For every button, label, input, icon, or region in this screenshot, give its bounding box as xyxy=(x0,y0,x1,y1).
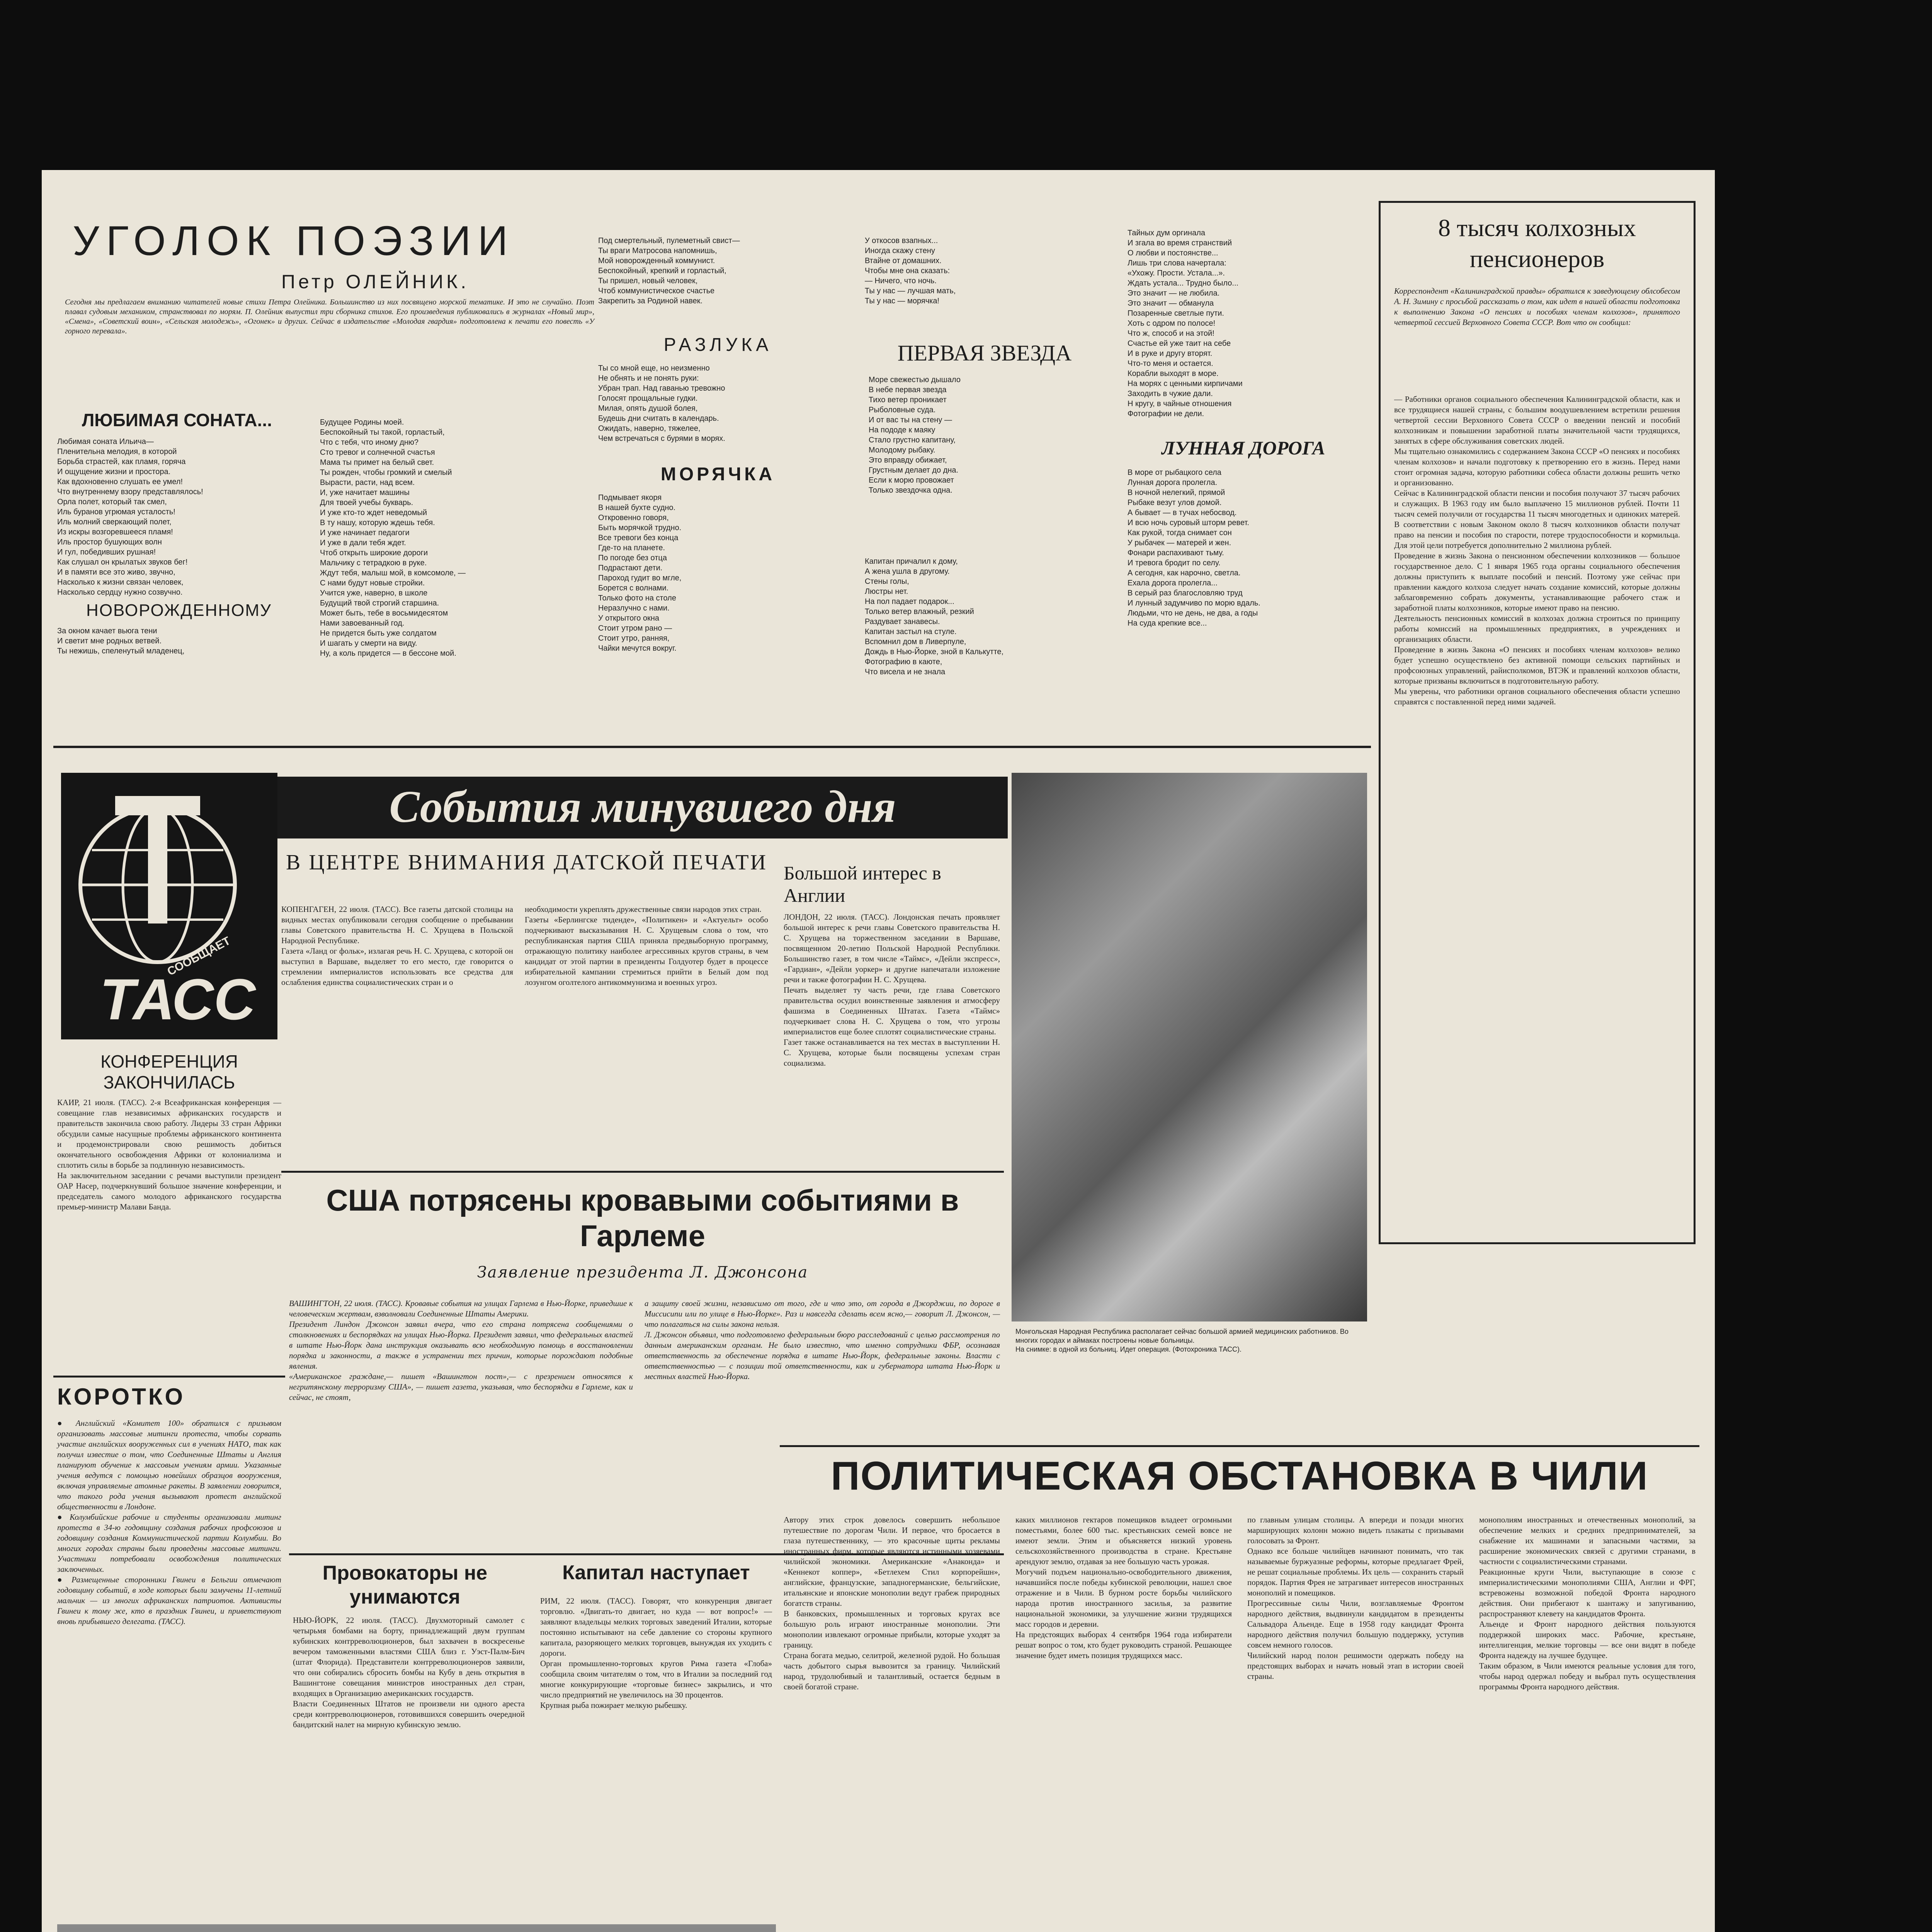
pensioners-title: 8 тысяч колхозных пенсионеров xyxy=(1438,214,1636,272)
poem3-text: Будущее Родины моей. Беспокойный ты такой, горластый, Что с тебя, что иному дню? Сто тревог и солнечной счастья Мама ты примет на белый свет. Ты рожден, чтобы громкий и смелый Вырасти, расти, над всем. И, уже начитает машины Для твоей учебы букварь. И уже кто-то ждет неведомый В ту нашу, которую ждешь тебя. И уже начинает педагоги И уже в дали тебя ждет. Чтоб открыть широкие дороги Мальчику с тетрадкою в руке. Ждут тебя, малыш мой, в комсомоле, — С нами будут новые стройки. Учится уже, наверно, в школе Будущий твой строгий старшина. Может быть, тебе в восьмидесятом Нами завоеванный год. Не придется быть уже солдатом И шагать у смерти на виду. Ну, а коль придется — в бессоне мой. xyxy=(320,418,466,658)
chile-col2: каких миллионов гектаров помещиков владеет огромными поместьями, более 600 тыс. крестьянских семей вовсе не имеют земли. Этим и объясняется низкий уровень сельскохозяйственного производства в стране. Крестьяне арендуют землю, отдавая за нее большую часть урожая. Могучий подъем национально-освободительного движения, начавшийся после победы кубинской революции, нашел свое отражение и в Чили. В бурном росте борьбы чилийского народа против иностранного засилья, за развитие национальной экономики, за улучшение жизни трудящихся масс городов и деревни. На предстоящих выборах 4 сентября 1964 года избиратели решат вопрос о том, кто будет руководить страной. Решающее значение будет иметь позиция трудящихся масс. xyxy=(1015,1515,1232,1660)
chile-col1: Автору этих строк довелось совершить небольшое путешествие по дорогам Чили. И первое, что бросается в глаза путешественнику, — это красочные щиты рекламы иностранных фирм, которые являются истинными хозяевами чилийской экономики. Американские «Анаконда» и «Кеннекот коппер», «Бетлехем Стил корпорейшн», английские, французские, западногерманские, бельгийские, итальянские и японские монополии ведут грабеж природных богатств страны. В банковских, промышленных и торговых кругах все большую роль играют иностранные монополии. Эти монополии извлекают огромные прибыли, которые уходят за границу. Страна богата медью, селитрой, железной рудой. Но большая часть добытого сырья вывозится за границу. Чилийский народ, трудолюбивый и талантливый, остается бедным в своей богатой стране. xyxy=(784,1515,1000,1691)
pensioners-body: — Работники органов социального обеспечения Калининградской области, как и все трудящиеся нашей страны, с большим воодушевлением встретили решения четвертой сессии Верховного Совета СССР о введении пенсий и пособий колхозникам и повышении заработной платы значительной части трудящихся, занятых в сфере обслуживания советских людей. Мы тщательно ознакомились с содержанием Закона СССР «О пенсиях и пособиях членам колхозов» и начали подготовку к претворению его в жизнь. Перед нами стоит огромная задача, которую работники собеса области должны решить четко и организованно. Сейчас в Калининградской области пенсии и пособия получают 37 тысяч рабочих и служащих. В 1963 году им было выплачено 15 миллионов рублей. Почти 11 тысяч семей получили от государства 11 тысяч многодетных и одиноких матерей. В соответствии с новым Законом около 8 тысяч колхозников области получат право на пенсии и пособия по старости, потере трудоспособности и кормильца. Для этой цели потребуется дополнительно 2 миллиона рублей. Проведение в жизнь Закона о пенсионном обеспечении колхозников — большое государственное дело. С 1 января 1965 года органы социального обеспечения должны приступить к выплате пособий и пенсий. Поэтому уже сейчас при правлении каждого колхоза следует начать создание комиссий, которые должны заблаговременно собрать документы, устанавливающие рабочего стаж и заработной платы колхозников, которые имеют право на пенсию. Деятельность пенсионных комиссий в колхозах должна строиться по принципу работы комиссий на промышленных предприятиях, в учреждениях и организациях области. Проведение в жизнь Закона «О пенсиях и пособиях членам колхозов» велико будет успешно осуществлено без активной помощи сельских партийных и профсоюзных управлений, райисполкомов, ВТЭК и правлений колхозов области, которые призваны включиться в подготовительную работу. Мы уверены, что работники органов социального обеспечения области успешно справятся с поставленной перед ними задачей. xyxy=(1394,395,1680,706)
events-banner-text: События минувшего дня xyxy=(389,781,896,832)
poetry-title: УГОЛОК ПОЭЗИИ xyxy=(73,217,515,264)
poetry-author: Петр ОЛЕЙНИК. xyxy=(281,271,469,293)
britain-body: ЛОНДОН, 22 июля. (ТАСС). Лондонская печать проявляет большой интерес к речи главы Советского правительства Н. С. Хрущева на торжественном заседании в Варшаве, посвященном 20-летию Польской Народной Республики. Большинство газет, в том числе «Таймс», «Дейли экспресс», «Гардиан», «Дейли уоркер» и другие напечатали изложение речи и также фотографии Н. С. Хрущева. Печать выделяет ту часть речи, где глава Советского правительства осудил воинственные заявления и атмосферу фашизма в Соединенных Штатах. Газета «Таймс» подчеркивает слова Н. С. Хрущева о том, что угрозы империалистов еще более сплотят социалистические страны. Газет также останавливается на тех местах в выступлении Н. С. Хрущева, которые были посвящены успехам стран социализма. xyxy=(784,912,1000,1068)
capital-title: Капитал наступает xyxy=(562,1561,750,1584)
poem2-text: За окном качает вьюга тени И светит мне родных ветвей. Ты нежишь, спеленутый младенец, xyxy=(57,627,185,655)
capital-body: РИМ, 22 июля. (ТАСС). Говорят, что конкуренция двигает торговлю. «Двигать-то двигает, но куда — вот вопрос!» — заявляют владельцы мелких торговых заведений Италии, которые постоянно испытывают на себе давление со стороны крупного капитала, разоряющего мелких торговцев, вынуждая их уходить с дороги. Орган промышленно-торговых кругов Рима газета «Глоба» сообщила своим читателям о том, что в Италии за последний год многие конкурирующие «торговые бизнес» закрылись, и что число предприятий не увеличилось на 30 процентов. Крупная рыба пожирает мелкую рыбешку. xyxy=(540,1596,772,1710)
britain-title: Большой интерес в Англии xyxy=(784,862,941,906)
poem11-title: ЛУННАЯ ДОРОГА xyxy=(1162,437,1325,459)
mongolia-photo xyxy=(1012,773,1367,1321)
conference-body: КАИР, 21 июля. (ТАСС). 2-я Всеафриканская конференция — совещание глав независимых африканских государств и правительств закончила свою работу. Лидеры 33 стран Африки обсудили самые насущные проблемы африканского континента и продемонстрировали свою решимость добиться окончательного освобождения Африки от колониализма и сплотить силы в борьбе за подлинную независимость. На заключительном заседании с речами выступили президент ОАР Насер, подчеркнувший большое значение конференции, и председатель самого молодого африканского государства премьер-министр Малави Банда. xyxy=(57,1098,281,1211)
poem6-title: МОРЯЧКА xyxy=(660,464,776,485)
poetry-bottom-rule xyxy=(53,746,1371,748)
harlem-col2: а защиту своей жизни, независимо от того, где и что это, от города в Джорджии, по дороге в Миссисипи или по улице в Нью-Йорке». Раз и навсегда сделать всем ясно,— говорит Л. Джонсон, — что полагаться на силы закона нельзя. Л. Джонсон объявил, что подготовлено федеральным бюро расследований с целью рассмотрения по данным американским органам. Не было известно, что именно сотрудники ФБР, осознавая ответственность за обеспечение порядка в штате Нью-Йорк, федеральные законы. Власти с ответственностью — с позиции той ответственности, как и губернатора штата Нью-Йорк и местных властей Нью-Йорка. xyxy=(645,1299,1000,1381)
chile-title: ПОЛИТИЧЕСКАЯ ОБСТАНОВКА В ЧИЛИ xyxy=(831,1454,1648,1498)
conference-title: КОНФЕРЕНЦИЯ ЗАКОНЧИЛАСЬ xyxy=(100,1051,238,1092)
poem2-title: НОВОРОЖДЕННОМУ xyxy=(86,601,272,620)
poem11-text: В море от рыбацкого села Лунная дорога пролегла. В ночной нелегкий, прямой Рыбаке везут улов домой. А бывает — в тучах небосвод. И всю ночь суровый шторм ревет. Как рукой, тогда снимает сон У рыбачек — матерей и жен. Фонари распахивают тьму. И тревога бродит по селу. А сегодня, как нарочно, светла. Ехала дорога пролегла... В серый раз благословляю труд И лунный задумчиво по морю вдаль. Людьми, что не день, не два, а годы На суда крепкие все... xyxy=(1128,468,1260,628)
poem7-text: У откосов взапных... Иногда скажу стену Втайне от домашних. Чтобы мне она сказать: — Ничего, что ночь. Ты у нас — лучшая мать, Ты у нас — морячка! xyxy=(865,236,956,305)
provocateurs-body: НЬЮ-ЙОРК, 22 июля. (ТАСС). Двухмоторный самолет с четырьмя бомбами на борту, принадлежащий двум группам кубинских контрреволюционеров, был захвачен в воскресенье вечером таможенными властями США близ г. Уэст-Палм-Бич (штат Флорида). Представители контрреволюционеров заявили, что они собирались сбросить бомбы на Кубу в день открытия в Вашингтоне совещания министров иностранных дел стран, входящих в Организацию американских государств. Власти Соединенных Штатов не произвели ни одного ареста среди контрреволюционеров, готовившихся совершить очередной бандитский налет на мирную кубинскую землю. xyxy=(293,1616,525,1729)
poem5-title: РАЗЛУКА xyxy=(663,335,772,355)
poem1-text: Любимая соната Ильича— Пленительна мелодия, в которой Борьба страстей, как пламя, горяча И ощущение жизни и простора. Как вдохновенно слушать ее умел! Что внутреннему взору представлялось! Орла полет, который так смел, Иль буранов угрюмая усталость! Иль молний сверкающий полет, Из искры возгоревшееся пламя! Иль простор бушующих волн И гул, победивших рушная! Как слушал он крылатых звуков бег! И в памяти все это живо, звучно, Насколько к жизни связан человек, Насколько сердцу нужно созвучно. xyxy=(57,437,203,597)
chile-col4: монополиям иностранных и отечественных монополий, за обеспечение мелких и средних предпринимателей, за снабжение их машинами и запасными частями, за расширение экономических связей с другими странами, в частности с социалистическими странами. Реакционные круги Чили, выступающие в союзе с империалистическими монополиями США, Англии и ФРГ, встревожены возможной победой Фронта народного действия. Они прибегают к шантажу и запугиванию, распространяют клевету на кандидатов Фронта. Альенде и Фронт народного действия пользуются поддержкой широких масс. Рабочие, крестьяне, интеллигенция, мелкие торговцы — все они видят в победе Фронта надежду на лучшее будущее. Таким образом, в Чили имеются реальные условия для того, чтобы народ одержал победу и выбрал путь осуществления программы Фронта народного действия. xyxy=(1479,1515,1696,1691)
poem8-text: Море свежестью дышало В небе первая звезда Тихо ветер проникает Рыболовные суда. И от вас ты на стену — На пододе к маяку Стало грустно капитану, Молодому рыбаку. Это вправду обижает, Грустным делает до дна. Если к морю провожает Только звездочка одна. xyxy=(869,376,961,495)
short-body: ● Английский «Комитет 100» обратился с призывом организовать массовые митинги протеста, чтобы сорвать участие английских вооруженных сил в учениях НАТО, так как получил известие о том, что Соединенные Штаты и Англия планируют обучение к массовым учениям армии. Указанные учения ведутся с помощью новейших образцов вооружения, включая управляемые атомные ракеты. В заявлении говорится, что такого рода учения вызывают протест английской общественности в Лондоне. ● Колумбийские рабочие и студенты организовали митинг протеста в 34-ю годовщину создания рабочих профсоюзов и годовщину создания Коммунистической партии Колумбии. Во многих городах страны были проведены массовые митинги. Участники потребовали освобождения политических заключенных. ● Размещенные сторонники Гвинеи в Бельгии отмечают годовщину событий, в ходе которых были замучены 11-летний мальчик — из многих африканских патриотов. Активисты Гвинеи к тому же, кто в праздник Гвинеи, и приветствуют вновь прибывшего делегата. (ТАСС). xyxy=(57,1418,281,1626)
events-banner xyxy=(277,777,1008,838)
poem9-text: Капитан причалил к дому, А жена ушла в другому. Стены голы, Люстры нет. На пол падает подарок... Только ветер влажный, резкий Раздувает занавесы. Капитан застыл на стуле. Вспомнил дом в Ливерпуле, Дождь в Нью-Йорке, зной в Калькутте, Фотографию в каюте, Что висела и не знала xyxy=(865,557,1004,676)
mongolia-caption: Монгольская Народная Республика располагает сейчас большой армией медицинских работников. Во многих городах и аймаках построены новые больницы. На снимке: в одной из больниц. Идет операция. (Фотохроника ТАСС). xyxy=(1015,1328,1349,1353)
poem6-text: Подмывает якоря В нашей бухте судно. Откровенно говоря, Быть морячкой трудно. Все тревоги без конца Где-то на планете. По погоде без отца Подрастают дети. Пароход гудит во мгле, Борется с волнами. Только фото на столе Неразлучно с нами. У открытого окна Стоит утром рано — Стоит утро, ранняя, Чайки мечутся вокруг. xyxy=(598,493,682,653)
newspaper-page xyxy=(42,170,1715,1932)
pensioners-intro: Корреспондент «Калининградской правды» обратился к заведующему облсобесом А. Н. Зимину с просьбой рассказать о том, как идет в нашей области подготовка к выполнению Закона «О пенсиях и пособиях членам колхозов», принятого четвертой сессией Верховного Совета СССР. Вот что он сообщил: xyxy=(1394,286,1680,327)
poem8-title: ПЕРВАЯ ЗВЕЗДА xyxy=(897,340,1072,366)
short-title: КОРОТКО xyxy=(57,1384,185,1410)
harlem-title: США потрясены кровавыми событиями в Гарлеме xyxy=(326,1183,959,1253)
poetry-intro: Сегодня мы предлагаем вниманию читателей новые стихи Петра Олейника. Большинство из них посвящено морской тематике. И это не случайно. Поэт плавал судовым механиком, странствовал по морям. П. Олейник выпустил три сборника стихов. Его произведения публиковались в журналах «Новый мир», «Смена», «Советский воин», «Сельская молодежь», «Огонек» и других. Сейчас в издательстве «Молодая гвардия» подготовлена к печати его повесть «У горного перевала». xyxy=(65,298,594,335)
harlem-rule xyxy=(281,1171,1004,1173)
poem1-title: ЛЮБИМАЯ СОНАТА... xyxy=(82,410,272,430)
tass-logo xyxy=(61,773,277,1039)
left-col-rule xyxy=(53,1376,285,1378)
denmark-col2: необходимости укреплять дружественные связи народов этих стран. Газеты «Берлингске тиденде», «Политикен» и «Актуельт» особо подчеркивают высказывания Н. С. Хрущевым слова о том, что республиканская партия США приняла предвыборную программу, отражающую политику наиболее агрессивных кругов страны, в чем кандидат от этой партии в президенты Голдуотер будет в процессе избирательной кампании стремиться прийти в Белый дом под лозунгом оголтелого антикоммунизма и военных угроз. xyxy=(525,905,768,987)
provocateurs-title: Провокаторы не унимаются xyxy=(322,1562,488,1608)
chile-top-rule xyxy=(780,1445,1699,1447)
vietnam-photo xyxy=(57,1924,776,1932)
tass-logo-top: СООБЩАЕТ xyxy=(165,934,233,978)
harlem-subtitle: Заявление президента Л. Джонсона xyxy=(477,1264,808,1281)
chile-col3: по главным улицам столицы. А впереди и позади многих марширующих колонн можно видеть плакаты с призывами голосовать за Фронт. Однако все больше чилийцев начинают понимать, что так называемые буржуазные реформы, которые предлагает Фрей, не решат социальные проблемы. Их цель — сохранить старый порядок. Партия Фрея не затрагивает интересов иностранных монополий и помещиков. Прогрессивные силы Чили, возглавляемые Фронтом народного действия, выдвинули кандидатом в президенты Сальвадора Альенде. Еще в 1958 году кандидат Фронта народного действия получил большую поддержку, уступив совсем немного голосов. Чилийский народ полон решимости одержать победу на предстоящих выборах и начать новый этап в истории своей страны. xyxy=(1247,1515,1464,1681)
poem5-text: Ты со мной еще, но неизменно Не обнять и не понять руки: Убран трап. Над гаванью тревожно Голосят прощальные гудки. Милая, опять душой болея, Будешь дни считать в календарь. Ожидать, наверно, тяжелее, Чем встречаться с бурями в морях. xyxy=(598,364,725,443)
poem4-text: Под смертельный, пулеметный свист— Ты враги Матросова напомнишь, Мой новорожденный коммунист. Беспокойный, крепкий и горластый, Ты пришел, новый человек, Чтоб коммунистическое счастье Закрепить за Родиной навек. xyxy=(598,236,740,305)
pensioners-box xyxy=(1379,201,1696,1244)
poem10-text: Тайных дум оргинала И згала во время странствий О любви и постоянстве... Лишь три слова начертала: «Ухожу. Прости. Устала...». Ждать устала... Трудно было... Это значит — не любила. Это значит — обманула Позаренные светлые пути. Хоть с одром по полосе! Что ж, способ и на этой! Счастье ей уже таит на себе И в руке и другу вторят. Что-то меня и остается. Корабли выходят в море. На морях с ценными кирпичами Заходить в чужие дали. Н кругу, в чайные отношения Фотографии не дели. xyxy=(1128,229,1243,418)
tass-logo-main: ТАСС xyxy=(100,967,256,1032)
denmark-title: В ЦЕНТРЕ ВНИМАНИЯ ДАТСКОЙ ПЕЧАТИ xyxy=(286,850,768,874)
harlem-col1: ВАШИНГТОН, 22 июля. (ТАСС). Кровавые события на улицах Гарлема в Нью-Йорке, приведшие к человеческим жертвам, взволновали Соединенные Штаты Америки. Президент Линдон Джонсон заявил вчера, что его страна потрясена сообщениями о столкновениях и беспорядках на улицах Нью-Йорка. Президент заявил, что федеральных властей в штате Нью-Йорк дана инструкция оказывать всю необходимую помощь в восстановлении порядка и законности, а также в устранении тех причин, которые порождают подобные явления. «Американское граждане,— пишет «Вашингтон пост»,— с презрением относятся к негритянскому терроризму США», — пишет газета, указывая, что беспорядки в Гарлеме, как и сейчас, не стоят, xyxy=(289,1299,633,1402)
denmark-col1: КОПЕНГАГЕН, 22 июля. (ТАСС). Все газеты датской столицы на видных местах опубликовали сегодня сообщение о пребывании главы Советского правительства Н. С. Хрущева в Польской Народной Республике. Газета «Ланд ог фольк», излагая речь Н. С. Хрущева, с которой он выступил в Варшаве, выделяет то его место, где говорится о стремлении империалистов использовать все средства для ослабления единства социалистических стран и о xyxy=(281,905,513,987)
